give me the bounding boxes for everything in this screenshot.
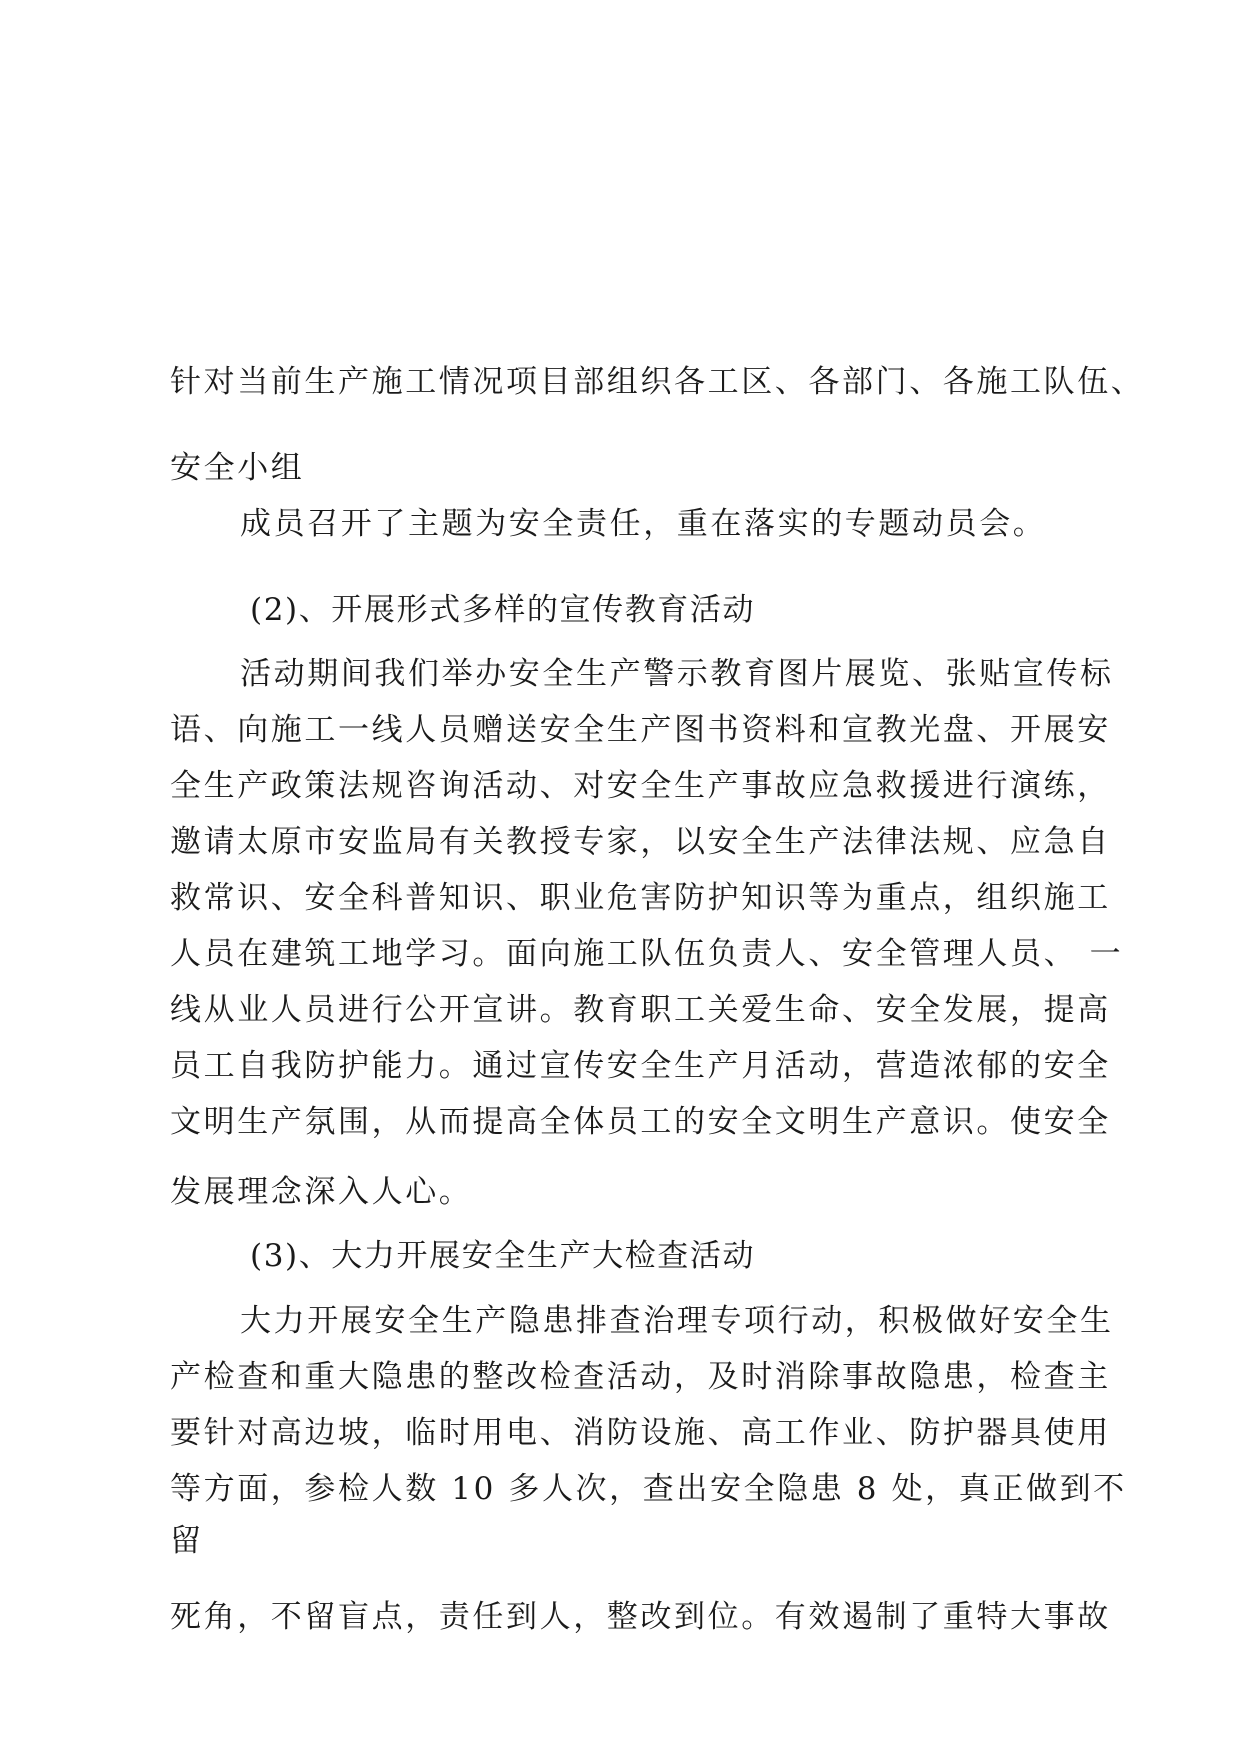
paragraph-line: 死角，不留盲点，责任到人，整改到位。有效遏制了重特大事故 bbox=[170, 1599, 1111, 1635]
paragraph-line: 留 bbox=[170, 1523, 204, 1559]
paragraph-line: 语、向施工一线人员赠送安全生产图书资料和宣教光盘、开展安 bbox=[170, 712, 1111, 748]
paragraph-line: 人员在建筑工地学习。面向施工队伍负责人、安全管理人员、 一 bbox=[170, 936, 1124, 972]
paragraph-line: 针对当前生产施工情况项目部组织各工区、各部门、各施工队伍、 bbox=[170, 364, 1145, 400]
paragraph-line: 等方面，参检人数 10 多人次，查出安全隐患 8 处，真正做到不 bbox=[170, 1471, 1127, 1507]
paragraph-line: 员工自我防护能力。通过宣传安全生产月活动，营造浓郁的安全 bbox=[170, 1048, 1111, 1084]
paragraph-line: 救常识、安全科普知识、职业危害防护知识等为重点，组织施工 bbox=[170, 880, 1111, 916]
section-heading: (3)、大力开展安全生产大检查活动 bbox=[250, 1238, 756, 1274]
paragraph-line: 成员召开了主题为安全责任，重在落实的专题动员会。 bbox=[240, 506, 1047, 542]
paragraph-line: 活动期间我们举办安全生产警示教育图片展览、张贴宣传标 bbox=[240, 656, 1114, 692]
paragraph-line: 全生产政策法规咨询活动、对安全生产事故应急救援进行演练， bbox=[170, 768, 1111, 804]
paragraph-line: 文明生产氛围，从而提高全体员工的安全文明生产意识。使安全 bbox=[170, 1104, 1111, 1140]
section-heading: (2)、开展形式多样的宣传教育活动 bbox=[250, 592, 756, 628]
paragraph-line: 安全小组 bbox=[170, 450, 305, 486]
paragraph-line: 发展理念深入人心。 bbox=[170, 1174, 473, 1210]
paragraph-line: 产检查和重大隐患的整改检查活动，及时消除事故隐患，检查主 bbox=[170, 1359, 1111, 1395]
paragraph-line: 要针对高边坡，临时用电、消防设施、高工作业、防护器具使用 bbox=[170, 1415, 1111, 1451]
paragraph-line: 大力开展安全生产隐患排查治理专项行动，积极做好安全生 bbox=[240, 1303, 1114, 1339]
paragraph-line: 线从业人员进行公开宣讲。教育职工关爱生命、安全发展，提高 bbox=[170, 992, 1111, 1028]
paragraph-line: 邀请太原市安监局有关教授专家，以安全生产法律法规、应急自 bbox=[170, 824, 1111, 860]
